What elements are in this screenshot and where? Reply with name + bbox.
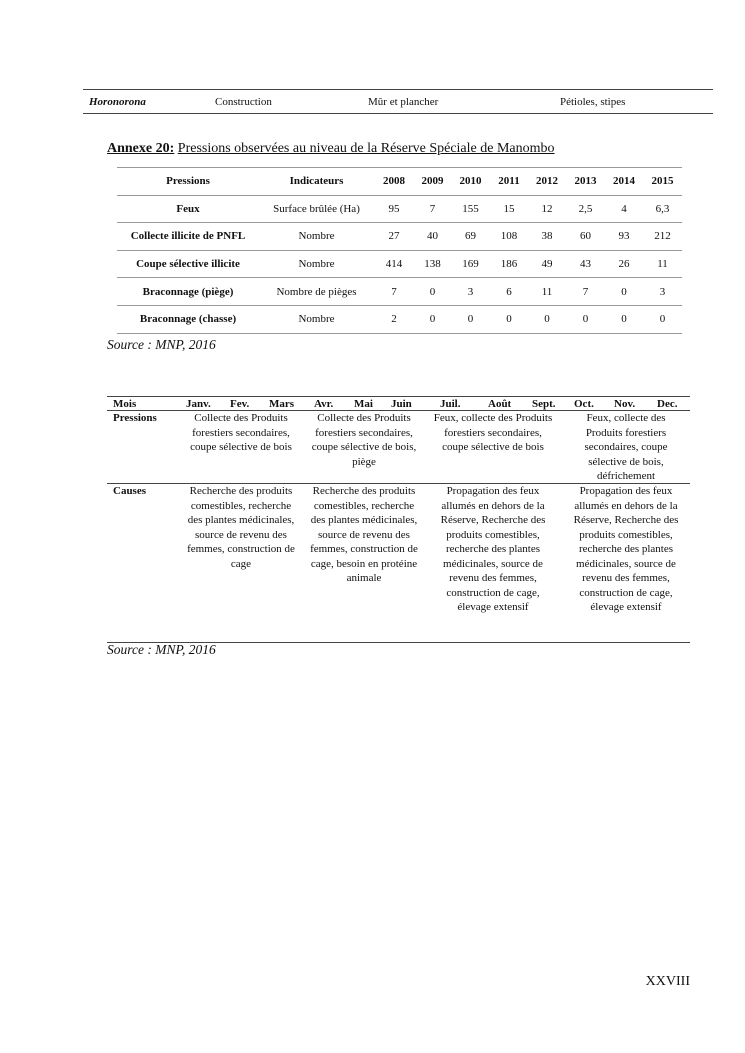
month-label: Juil. xyxy=(440,398,461,410)
value-cell: 43 xyxy=(566,250,605,278)
source-note: Source : MNP, 2016 xyxy=(107,642,216,657)
value-cell: 155 xyxy=(451,195,490,223)
pressions-cell-q2: Collecte des Produits forestiers secondaires, coupe sélective de bois, piège xyxy=(311,412,417,468)
indicator-cell: Surface brûlée (Ha) xyxy=(259,195,374,223)
value-cell: 0 xyxy=(528,305,566,333)
value-cell: 7 xyxy=(566,278,605,306)
monthly-pressures-table xyxy=(107,396,690,643)
table-row xyxy=(117,195,682,223)
header-cell: 2013 xyxy=(566,168,605,196)
causes-cell-q1: Recherche des produits comestibles, recherche des plantes médicinales, source de revenu des femmes, construction de cage xyxy=(187,485,295,570)
value-cell: 26 xyxy=(605,250,643,278)
pressions-row-label: Pressions xyxy=(113,412,157,424)
month-label: Sept. xyxy=(532,398,556,410)
annex-label: Annexe 20: xyxy=(107,141,175,156)
annex-title-text: Pressions observées au niveau de la Réserve Spéciale de Manombo xyxy=(177,141,555,156)
value-cell: 2 xyxy=(374,305,414,333)
value-cell: 3 xyxy=(643,278,682,306)
header-cell: 2011 xyxy=(490,168,528,196)
annex-title xyxy=(107,141,555,157)
value-cell: 93 xyxy=(605,223,643,251)
causes-cell-q2: Recherche des produits comestibles, recherche des plantes médicinales, source de revenu des femmes, construction de cage, besoin en protéine animale xyxy=(310,485,418,584)
species-name: Horonorona xyxy=(89,96,146,108)
value-cell: 49 xyxy=(528,250,566,278)
pression-cell: Collecte illicite de PNFL xyxy=(117,223,259,251)
value-cell: 60 xyxy=(566,223,605,251)
value-cell: 0 xyxy=(414,305,451,333)
value-cell: 138 xyxy=(414,250,451,278)
causes-cell-q3: Propagation des feux allumés en dehors de la Réserve, Recherche des produits comestibles, recherche des plantes médicinales, source de revenu des femmes, construction de cage, élevage extensif xyxy=(440,485,546,613)
month-label: Août xyxy=(488,398,512,410)
value-cell: 0 xyxy=(451,305,490,333)
value-cell: 40 xyxy=(414,223,451,251)
causes-row-label: Causes xyxy=(113,485,147,497)
pressions-cell-q1: Collecte des Produits forestiers secondaires, coupe sélective de bois xyxy=(190,412,292,453)
value-cell: 95 xyxy=(374,195,414,223)
mois-label: Mois xyxy=(113,398,137,410)
month-label: Mai xyxy=(354,398,373,410)
value-cell: 108 xyxy=(490,223,528,251)
use-wall-floor: Mûr et plancher xyxy=(368,96,439,108)
indicator-cell: Nombre de pièges xyxy=(259,278,374,306)
pression-cell: Coupe sélective illicite xyxy=(117,250,259,278)
value-cell: 0 xyxy=(605,278,643,306)
source-note: Source : MNP, 2016 xyxy=(107,337,216,352)
value-cell: 0 xyxy=(566,305,605,333)
value-cell: 0 xyxy=(414,278,451,306)
table-row xyxy=(117,223,682,251)
page-number: XXVIII xyxy=(645,974,690,989)
month-label: Juin xyxy=(391,398,412,410)
month-label: Fev. xyxy=(230,398,250,410)
pressions-cell-q4: Feux, collecte des Produits forestiers secondaires, coupe sélective de bois, défrichement xyxy=(584,412,668,482)
value-cell: 169 xyxy=(451,250,490,278)
value-cell: 0 xyxy=(605,305,643,333)
month-label: Dec. xyxy=(657,398,678,410)
header-cell: 2008 xyxy=(374,168,414,196)
value-cell: 0 xyxy=(490,305,528,333)
previous-table-row xyxy=(83,89,713,114)
pression-cell: Feux xyxy=(117,195,259,223)
value-cell: 27 xyxy=(374,223,414,251)
table-row xyxy=(117,250,682,278)
indicator-cell: Nombre xyxy=(259,250,374,278)
indicator-cell: Nombre xyxy=(259,223,374,251)
value-cell: 38 xyxy=(528,223,566,251)
months-header-row xyxy=(107,397,690,411)
value-cell: 11 xyxy=(643,250,682,278)
value-cell: 0 xyxy=(643,305,682,333)
value-cell: 4 xyxy=(605,195,643,223)
value-cell: 212 xyxy=(643,223,682,251)
value-cell: 69 xyxy=(451,223,490,251)
indicator-cell: Nombre xyxy=(259,305,374,333)
month-label: Oct. xyxy=(574,398,594,410)
use-construction: Construction xyxy=(215,96,272,108)
pressures-table xyxy=(117,167,682,334)
month-label: Janv. xyxy=(186,398,211,410)
value-cell: 7 xyxy=(414,195,451,223)
month-label: Avr. xyxy=(314,398,334,410)
plant-part: Pétioles, stipes xyxy=(560,96,626,108)
value-cell: 3 xyxy=(451,278,490,306)
table-row xyxy=(117,305,682,333)
value-cell: 11 xyxy=(528,278,566,306)
header-cell: 2015 xyxy=(643,168,682,196)
pressions-cell-q3: Feux, collecte des Produits forestiers secondaires, coupe sélective de bois xyxy=(433,412,553,453)
value-cell: 414 xyxy=(374,250,414,278)
value-cell: 7 xyxy=(374,278,414,306)
causes-cell-q4: Propagation des feux allumés en dehors de la Réserve, Recherche des produits comestibles, recherche des plantes médicinales, source de revenu des femmes, construction de cage, élevage extensif xyxy=(573,485,679,613)
value-cell: 2,5 xyxy=(566,195,605,223)
value-cell: 6,3 xyxy=(643,195,682,223)
header-cell: Indicateurs xyxy=(259,168,374,196)
table-row xyxy=(117,278,682,306)
month-label: Nov. xyxy=(614,398,636,410)
value-cell: 6 xyxy=(490,278,528,306)
value-cell: 186 xyxy=(490,250,528,278)
value-cell: 15 xyxy=(490,195,528,223)
month-label: Mars xyxy=(269,398,295,410)
header-cell: 2009 xyxy=(414,168,451,196)
header-cell: 2012 xyxy=(528,168,566,196)
header-cell: 2010 xyxy=(451,168,490,196)
header-cell: 2014 xyxy=(605,168,643,196)
pression-cell: Braconnage (chasse) xyxy=(117,305,259,333)
value-cell: 12 xyxy=(528,195,566,223)
pression-cell: Braconnage (piège) xyxy=(117,278,259,306)
header-cell: Pressions xyxy=(117,168,259,196)
table-header-row xyxy=(117,168,682,196)
